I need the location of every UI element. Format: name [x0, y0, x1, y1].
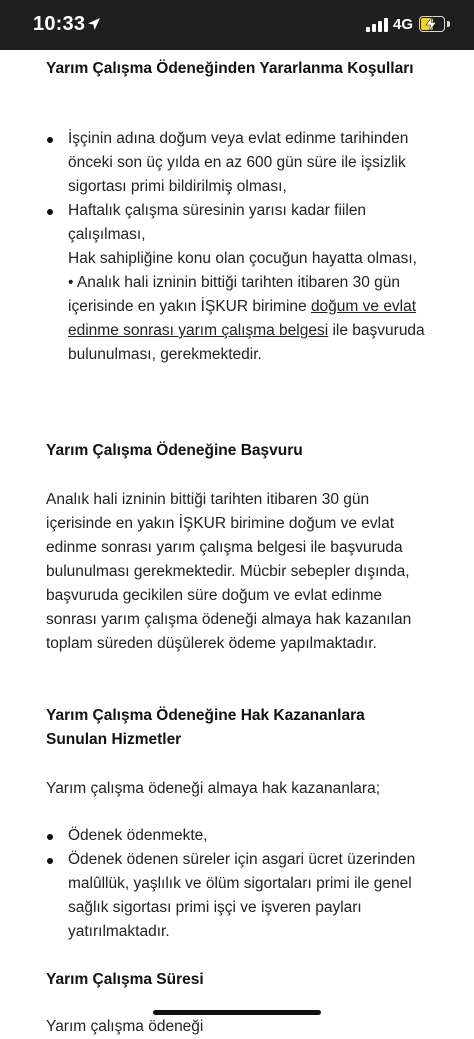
services-intro: Yarım çalışma ödeneği almaya hak kazananlara; [46, 780, 380, 797]
bullet-icon [47, 137, 53, 143]
status-bar [0, 0, 474, 50]
partially-visible-text: Yarım çalışma ödeneği [46, 1018, 204, 1035]
signal-icon [366, 18, 388, 32]
condition-child-alive-text: Hak sahipliğine konu olan çocuğun hayatta olması, [68, 250, 417, 267]
home-indicator[interactable] [153, 1010, 321, 1015]
services-list [46, 824, 426, 944]
list-item-text: Ödenek ödenen süreler için asgari ücret üzerinden malûllük, yaşlılık ve ölüm sigortaları primi ile genel sağlık sigortası primi işçi ve işveren payları yatırılmaktadır. [68, 851, 416, 940]
location-arrow-icon [87, 17, 101, 31]
list-item [46, 848, 426, 944]
article-content[interactable] [0, 50, 474, 1035]
battery-charging-icon [419, 16, 451, 34]
list-item [46, 199, 426, 247]
list-item-text: İşçinin adına doğum veya evlat edinme tarihinden önceki son üç yılda en az 600 gün süre ile işsizlik sigortası primi bildirilmiş olması, [68, 130, 409, 195]
section-title-duration: Yarım Çalışma Süresi [46, 971, 204, 988]
list-item [46, 127, 426, 199]
list-item-text: Ödenek ödenmekte, [68, 827, 208, 844]
application-paragraph: Analık hali izninin bittiği tarihten itibaren 30 gün içerisinde en yakın İŞKUR birimine doğum ve evlat edinme sonrası yarım çalışma belgesi ile başvuruda bulunulması gerekmektedir. Mücbir sebepler dışında, başvuruda gecikilen süre doğum ve evlat edinme sonrası yarım çalışma ödeneği almaya hak kazanılan toplam süreden düşülerek ödeme yapılmaktadır. [46, 491, 412, 652]
list-item-continuation [46, 271, 426, 367]
bullet-icon [47, 834, 53, 840]
condition-application-text: • Analık hali izninin bittiği tarihten itibaren 30 gün içerisinde en yakın İŞKUR birimine [68, 274, 400, 315]
network-type: 4G [393, 16, 414, 33]
bullet-icon [47, 209, 53, 215]
status-time: 10:33 [33, 13, 86, 35]
section-title-application: Yarım Çalışma Ödeneğine Başvuru [46, 442, 303, 459]
conditions-list [46, 127, 426, 367]
condition-application-tail: ile başvuruda bulunulması, gerekmektedir. [68, 322, 425, 363]
list-item [46, 824, 426, 848]
list-item-continuation [46, 247, 426, 271]
section-title-services: Yarım Çalışma Ödeneğine Hak Kazananlara Sunulan Hizmetler [46, 707, 365, 748]
half-work-certificate-link[interactable]: doğum ve evlat edinme sonrası yarım çalışma belgesi [68, 298, 417, 339]
bullet-icon [47, 858, 53, 864]
list-item-text: Haftalık çalışma süresinin yarısı kadar fiilen çalışılması, [68, 202, 367, 243]
section-title-conditions: Yarım Çalışma Ödeneğinden Yararlanma Koşulları [46, 60, 414, 77]
